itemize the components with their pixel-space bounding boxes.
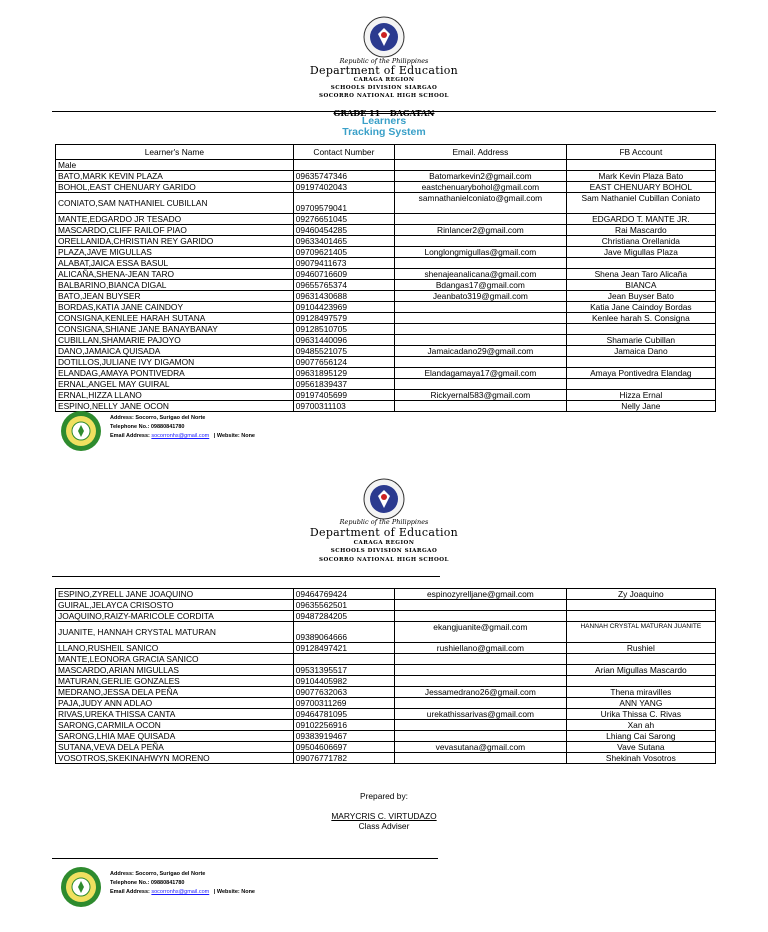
contact-number-cell: 09631895129 <box>293 368 394 379</box>
fb-account-cell: EAST CHENUARY BOHOL <box>566 182 715 193</box>
table-row <box>56 225 716 236</box>
contact-number-cell: 09077656124 <box>293 357 394 368</box>
contact-number-cell: 09460716609 <box>293 269 394 280</box>
contact-number-cell: 09631440096 <box>293 335 394 346</box>
school-logo-icon <box>60 410 102 452</box>
learner-name-cell: ELANDAG,AMAYA PONTIVEDRA <box>56 368 294 379</box>
column-header: FB Account <box>566 145 715 160</box>
email-address-cell <box>395 313 567 324</box>
table-header-row <box>56 145 716 160</box>
table-row <box>56 302 716 313</box>
fb-account-cell: Shena Jean Taro Alicaña <box>566 269 715 280</box>
email-address-cell: vevasutana@gmail.com <box>395 742 567 753</box>
column-header: Learner's Name <box>56 145 294 160</box>
learner-name-cell: CONSIGNA,SHIANE JANE BANAYBANAY <box>56 324 294 335</box>
contact-number-cell: 09655765374 <box>293 280 394 291</box>
contact-number-cell: 09389064666 <box>293 622 394 643</box>
learners-table-page2 <box>55 588 716 764</box>
learner-name-cell: BALBARINO,BIANCA DIGAL <box>56 280 294 291</box>
fb-account-cell: Jean Buyser Bato <box>566 291 715 302</box>
email-address-cell <box>395 357 567 368</box>
contact-number-cell: 09635562501 <box>293 600 394 611</box>
school-text: SOCORRO NATIONAL HIGH SCHOOL <box>319 557 449 563</box>
learner-name-cell: CUBILLAN,SHAMARIE PAJOYO <box>56 335 294 346</box>
email-address-cell <box>395 600 567 611</box>
table-row <box>56 357 716 368</box>
contact-number-cell: 09635747346 <box>293 171 394 182</box>
email-address-cell: espinozyrelljane@gmail.com <box>395 589 567 600</box>
region-text: CARAGA REGION <box>353 77 415 83</box>
contact-number-cell: 09104405982 <box>293 676 394 687</box>
table-row <box>56 269 716 280</box>
learner-name-cell: PAJA,JUDY ANN ADLAO <box>56 698 294 709</box>
contact-number-cell: 09104423969 <box>293 302 394 313</box>
deped-seal-icon <box>363 16 405 58</box>
fb-account-cell: Sam Nathaniel Cubillan Coniato <box>566 193 715 214</box>
contact-number-cell: 09460454285 <box>293 225 394 236</box>
learner-name-cell: JOAQUINO,RAIZY-MARICOLE CORDITA <box>56 611 294 622</box>
email-address-cell: Longlongmigullas@gmail.com <box>395 247 567 258</box>
email-address-cell <box>395 676 567 687</box>
learner-name-cell: DANO,JAMAICA QUISADA <box>56 346 294 357</box>
learner-name-cell: ERNAL,HIZZA LLANO <box>56 390 294 401</box>
learner-name-cell: JUANITE, HANNAH CRYSTAL MATURAN <box>56 622 294 643</box>
learner-name-cell: MANTE,EDGARDO JR TESADO <box>56 214 294 225</box>
learner-name-cell: BATO,JEAN BUYSER <box>56 291 294 302</box>
header-divider <box>52 576 440 577</box>
fb-account-cell: Christiana Orellanida <box>566 236 715 247</box>
table-row <box>56 654 716 665</box>
email-address-cell <box>395 236 567 247</box>
table-row <box>56 665 716 676</box>
department-text: Department of Education <box>309 64 459 77</box>
region-text: CARAGA REGION <box>353 540 415 546</box>
fb-account-cell: Thena miravilles <box>566 687 715 698</box>
learner-name-cell: ESPINO,ZYRELL JANE JOAQUINO <box>56 589 294 600</box>
contact-number-cell: 09076771782 <box>293 753 394 764</box>
fb-account-cell: Lhiang Cai Sarong <box>566 731 715 742</box>
table-row <box>56 236 716 247</box>
table-row <box>56 753 716 764</box>
learner-name-cell: ERNAL,ANGEL MAY GUIRAL <box>56 379 294 390</box>
learner-name-cell: MEDRANO,JESSA DELA PEÑA <box>56 687 294 698</box>
footer-telephone: Telephone No.: 09880841780 <box>110 424 185 430</box>
fb-account-cell: Xan ah <box>566 720 715 731</box>
contact-number-cell: 09383919467 <box>293 731 394 742</box>
learner-name-cell: BORDAS,KATIA JANE CAINDOY <box>56 302 294 313</box>
fb-account-cell: Zy Joaquino <box>566 589 715 600</box>
page1-rows <box>56 171 716 412</box>
table-row <box>56 291 716 302</box>
contact-number-cell: 09485521075 <box>293 346 394 357</box>
footer-website: | Website: None <box>213 889 255 895</box>
email-address-cell: rushiellano@gmail.com <box>395 643 567 654</box>
fb-account-cell: BIANCA <box>566 280 715 291</box>
table-row <box>56 676 716 687</box>
contact-number-cell: 09633401465 <box>293 236 394 247</box>
contact-number-cell: 09079411673 <box>293 258 394 269</box>
table-row <box>56 182 716 193</box>
table-row <box>56 346 716 357</box>
fb-account-cell: Vave Sutana <box>566 742 715 753</box>
table-row <box>56 324 716 335</box>
fb-account-cell <box>566 676 715 687</box>
fb-account-cell: Urika Thissa C. Rivas <box>566 709 715 720</box>
learner-name-cell: MANTE,LEONORA GRACIA SANICO <box>56 654 294 665</box>
table-row <box>56 214 716 225</box>
footer-divider <box>52 858 438 859</box>
page2-rows <box>56 589 716 764</box>
learner-name-cell: LLANO,RUSHEIL SANICO <box>56 643 294 654</box>
contact-number-cell: 09128510705 <box>293 324 394 335</box>
email-address-cell: shenajeanalicana@gmail.com <box>395 269 567 280</box>
contact-number-cell: 09504606697 <box>293 742 394 753</box>
email-address-cell <box>395 731 567 742</box>
table-row <box>56 390 716 401</box>
email-address-cell <box>395 611 567 622</box>
fb-account-cell <box>566 258 715 269</box>
table-row <box>56 731 716 742</box>
learner-name-cell: PLAZA,JAVE MIGULLAS <box>56 247 294 258</box>
table-row <box>56 600 716 611</box>
deped-seal-icon <box>363 478 405 520</box>
fb-account-cell: Shekinah Vosotros <box>566 753 715 764</box>
fb-account-cell: Hizza Ernal <box>566 390 715 401</box>
learner-name-cell: BATO,MARK KEVIN PLAZA <box>56 171 294 182</box>
footer-email-label: Email Address: <box>110 889 150 895</box>
email-address-cell: Rickyernal583@gmail.com <box>395 390 567 401</box>
table-row <box>56 335 716 346</box>
fb-account-cell: Katia Jane Caindoy Bordas <box>566 302 715 313</box>
learner-name-cell: BOHOL,EAST CHENUARY GARIDO <box>56 182 294 193</box>
footer-website: | Website: None <box>213 433 255 439</box>
email-address-cell <box>395 401 567 412</box>
email-address-cell <box>395 753 567 764</box>
learner-name-cell: MASCARDO,CLIFF RAILOF PIAO <box>56 225 294 236</box>
contact-number-cell: 09531395517 <box>293 665 394 676</box>
table-row <box>56 742 716 753</box>
group-row <box>56 160 716 171</box>
learner-name-cell: MASCARDO,ARIAN MIGULLAS <box>56 665 294 676</box>
table-row <box>56 720 716 731</box>
email-address-cell: Batomarkevin2@gmail.com <box>395 171 567 182</box>
system-title-line2: Tracking System <box>342 126 426 138</box>
learner-name-cell: ALICAÑA,SHENA-JEAN TARO <box>56 269 294 280</box>
fb-account-cell: Kenlee harah S. Consigna <box>566 313 715 324</box>
email-address-cell <box>395 698 567 709</box>
email-address-cell <box>395 324 567 335</box>
email-address-cell: Elandagamaya17@gmail.com <box>395 368 567 379</box>
learner-name-cell: GUIRAL,JELAYCA CRISOSTO <box>56 600 294 611</box>
email-address-cell: Jeanbato319@gmail.com <box>395 291 567 302</box>
email-address-cell <box>395 379 567 390</box>
learner-name-cell: SARONG,LHIA MAE QUISADA <box>56 731 294 742</box>
table-row <box>56 313 716 324</box>
email-address-cell: Rinlancer2@gmail.com <box>395 225 567 236</box>
learner-name-cell: VOSOTROS,SKEKINAHWYN MORENO <box>56 753 294 764</box>
table-row <box>56 379 716 390</box>
division-text: SCHOOLS DIVISION SIARGAO <box>330 548 438 554</box>
table-row <box>56 643 716 654</box>
footer-telephone: Telephone No.: 09880841780 <box>110 880 185 886</box>
fb-account-cell: ANN YANG <box>566 698 715 709</box>
department-text: Department of Education <box>309 526 459 539</box>
footer-address: Address: Socorro, Surigao del Norte <box>110 415 206 421</box>
contact-number-cell: 09464769424 <box>293 589 394 600</box>
republic-text: Republic of the Philippines <box>339 57 429 65</box>
table-row <box>56 247 716 258</box>
division-text: SCHOOLS DIVISION SIARGAO <box>330 85 438 91</box>
learner-name-cell: RIVAS,UREKA THISSA CANTA <box>56 709 294 720</box>
table-row <box>56 622 716 643</box>
contact-number-cell <box>293 654 394 665</box>
fb-account-cell: Arian Migullas Mascardo <box>566 665 715 676</box>
contact-number-cell: 09709621405 <box>293 247 394 258</box>
fb-account-cell <box>566 654 715 665</box>
contact-number-cell: 09102256916 <box>293 720 394 731</box>
contact-number-cell: 09700311269 <box>293 698 394 709</box>
group-label: Male <box>56 160 294 171</box>
contact-number-cell: 09464781095 <box>293 709 394 720</box>
table-row <box>56 258 716 269</box>
footer-email-link[interactable]: socorronhs@gmail.com <box>151 889 210 895</box>
table-row <box>56 171 716 182</box>
fb-account-cell: Rai Mascardo <box>566 225 715 236</box>
fb-account-cell <box>566 600 715 611</box>
footer-email-label: Email Address: <box>110 433 150 439</box>
table-row <box>56 368 716 379</box>
contact-number-cell: 09709579041 <box>293 193 394 214</box>
contact-number-cell: 09197402043 <box>293 182 394 193</box>
email-address-cell: samnathanielconiato@gmail.com <box>395 193 567 214</box>
column-header: Contact Number <box>293 145 394 160</box>
table-row <box>56 401 716 412</box>
email-address-cell: ekangjuanite@gmail.com <box>395 622 567 643</box>
fb-account-cell: Nelly Jane <box>566 401 715 412</box>
learner-name-cell: DOTILLOS,JULIANE IVY DIGAMON <box>56 357 294 368</box>
learner-name-cell: ORELLANIDA,CHRISTIAN REY GARIDO <box>56 236 294 247</box>
contact-number-cell: 09197405699 <box>293 390 394 401</box>
table-row <box>56 709 716 720</box>
table-row <box>56 611 716 622</box>
fb-account-cell <box>566 324 715 335</box>
table-row <box>56 589 716 600</box>
learner-name-cell: MATURAN,GERLIE GONZALES <box>56 676 294 687</box>
table-row <box>56 698 716 709</box>
learner-name-cell: ALABAT,JAICA ESSA BASUL <box>56 258 294 269</box>
system-title-line1: Learners <box>361 115 407 127</box>
email-address-cell <box>395 335 567 346</box>
contact-number-cell: 09128497579 <box>293 313 394 324</box>
fb-account-cell: Jamaica Dano <box>566 346 715 357</box>
table-row <box>56 193 716 214</box>
contact-number-cell: 09077632063 <box>293 687 394 698</box>
republic-text: Republic of the Philippines <box>339 518 429 526</box>
email-address-cell: Jessamedrano26@gmail.com <box>395 687 567 698</box>
section-title: GRADE 11 – DAGATAN <box>333 108 435 118</box>
footer-address: Address: Socorro, Surigao del Norte <box>110 871 206 877</box>
email-address-cell <box>395 214 567 225</box>
contact-number-cell: 09276651045 <box>293 214 394 225</box>
fb-account-cell: Amaya Pontivedra Elandag <box>566 368 715 379</box>
email-address-cell: eastchenuarybohol@gmail.com <box>395 182 567 193</box>
footer-email-link[interactable]: socorronhs@gmail.com <box>151 433 210 439</box>
contact-number-cell: 09700311103 <box>293 401 394 412</box>
learner-name-cell: ESPINO,NELLY JANE OCON <box>56 401 294 412</box>
fb-account-cell: Rushiel <box>566 643 715 654</box>
adviser-name: MARYCRIS C. VIRTUDAZO <box>331 811 437 821</box>
table-row <box>56 687 716 698</box>
contact-number-cell: 09487284205 <box>293 611 394 622</box>
email-address-cell <box>395 302 567 313</box>
contact-number-cell: 09128497421 <box>293 643 394 654</box>
email-address-cell <box>395 720 567 731</box>
school-text: SOCORRO NATIONAL HIGH SCHOOL <box>319 93 449 99</box>
fb-account-cell <box>566 611 715 622</box>
adviser-title: Class Adviser <box>358 821 410 831</box>
email-address-cell <box>395 258 567 269</box>
learner-name-cell: SUTANA,VEVA DELA PEÑA <box>56 742 294 753</box>
contact-number-cell: 09631430688 <box>293 291 394 302</box>
fb-account-cell: HANNAH CRYSTAL MATURAN JUANITE <box>566 622 715 643</box>
contact-number-cell: 09561839437 <box>293 379 394 390</box>
learner-name-cell: CONIATO,SAM NATHANIEL CUBILLAN <box>56 193 294 214</box>
email-address-cell: urekathissarivas@gmail.com <box>395 709 567 720</box>
table-row <box>56 280 716 291</box>
footer-contact-block <box>110 870 255 897</box>
learner-name-cell: SARONG,CARMILA OCON <box>56 720 294 731</box>
email-address-cell <box>395 665 567 676</box>
learner-name-cell: CONSIGNA,KENLEE HARAH SUTANA <box>56 313 294 324</box>
school-logo-icon <box>60 866 102 908</box>
learners-table-page1 <box>55 144 716 412</box>
fb-account-cell: Jave Migullas Plaza <box>566 247 715 258</box>
fb-account-cell: EDGARDO T. MANTE JR. <box>566 214 715 225</box>
email-address-cell <box>395 654 567 665</box>
fb-account-cell <box>566 357 715 368</box>
prepared-by-label: Prepared by: <box>360 791 408 801</box>
fb-account-cell: Shamarie Cubillan <box>566 335 715 346</box>
fb-account-cell: Mark Kevin Plaza Bato <box>566 171 715 182</box>
column-header: Email. Address <box>395 145 567 160</box>
email-address-cell: Bdangas17@gmail.com <box>395 280 567 291</box>
fb-account-cell <box>566 379 715 390</box>
footer-contact-block <box>110 414 255 441</box>
email-address-cell: Jamaicadano29@gmail.com <box>395 346 567 357</box>
